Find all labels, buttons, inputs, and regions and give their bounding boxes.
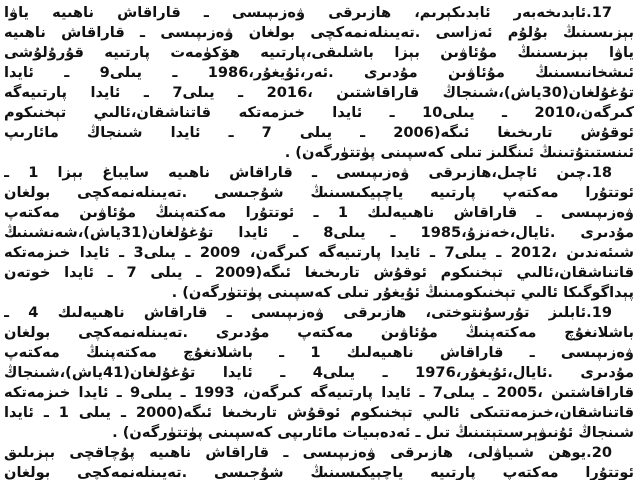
text-line: ئوتتۇرا مەكتەپ پارتىيە ياچېيكىسىنىڭ شۇجىسى .تەيىنلەنمەكچى بولغان (4, 184, 634, 201)
text-line: 17.ئابدىخەبەر ئابدىكېرىم، ھازىرقى ۋەزىپىسى ـ قاراقاش ناھىيە ياۋا (4, 4, 612, 21)
entry-18 (4, 163, 634, 303)
text-line: تۇغۇلغان(30ياش)،شىنجاڭ قاراقاشتىن ،2016 ـ يىلى7 ـ ئايدا پارتىيەگە (4, 84, 634, 101)
text-line: مۇدىرى .ئايال،خەنزۇ،1985 ـ يىلى8 ـ ئايدا تۇغۇلغان(31ياش)،شەنشىنىڭ (4, 224, 634, 241)
text-line: كىرگەن،2010 ـ يىلى10 ـ ئايدا خىزمەتكە قاتناشقان،ئالىي تېخنىكوم (4, 104, 634, 121)
text-line: قاتناشقان،ئالىي تېخنىكوم ئوقۇش تارىخىغا ئىگە(2009 ـ يىلى 7 ـ ئايدا خوتەن (4, 264, 634, 281)
text-line: ئوتتۇرا مەكتەپ پارتىيە ياچېيكىسىنىڭ شۇجىسى .تەيىنلەنمەكچى بولغان (4, 464, 634, 480)
entry-17 (4, 3, 634, 163)
text-line: بېزىسىنىڭ بۇلۇم ئەزاسى .تەيىنلەنمەكچى بولغان ۋەزىپىسى ـ قاراقاش ناھىيە (4, 24, 634, 41)
text-line: ئىنستىتۇتىنىڭ ئىنگلىز تىلى كەسپىنى پۈتتۈرگەن) . (284, 144, 634, 161)
text-line: شىنجاڭ ئۇنىۋېرسىتېتىنىڭ تىل ـ ئەدەبىيات مائارىپى كەسپىنى پۈتتۈرگەن) . (112, 424, 634, 441)
entry-19 (4, 303, 634, 443)
text-line: 20.يوھن شىياۋلى، ھازىرقى ۋەزىپىسى ـ قاراقاش ناھىيە پۇچاقچى بېزىلىق (4, 444, 612, 461)
text-line: 19.ئابلىز تۇرسۇنتوختى، ھازىرقى ۋەزىپىسى ـ قاراقاش ناھىيەلىك 4 ـ (4, 304, 612, 321)
text-line: 18.چىن ئاچىل،ھازىرقى ۋەزىپىسى ـ قاراقاش ناھىيە سايباغ بېزا 1 ـ (4, 164, 612, 181)
text-line: ئىشخانىسىنىڭ مۇئاۋىن مۇدىرى .ئەر،ئۇيغۇر،1986 ـ يىلى9 ـ ئايدا (4, 64, 634, 81)
text-line: ۋەزىپىسى ـ قاراقاش ناھىيەلىك 1 ـ ئوتتۇرا مەكتەپنىڭ مۇئاۋىن مەكتەپ (4, 204, 634, 221)
entry-20 (4, 443, 634, 480)
text-line: قاتناشقان،خىزمەتتىكى ئالىي تېخنىكوم ئوقۇش تارىخىغا ئىگە(2000 ـ يىلى 1 ـ ئايدا (4, 404, 634, 421)
text-line: ئوقۇش تارىخىغا ئىگە(2006 ـ يىلى 7 ـ ئايدا شىنجاڭ مائارىپ (4, 124, 634, 141)
text-line: شىئەندىن ،2012 ـ يىلى7 ـ ئايدا پارتىيەگە كىرگەن، 2009 ـ يىلى3 ـ ئايدا خىزمەتكە (4, 244, 634, 261)
text-line: قاراقاشتىن ،2005 ـ يىلى7 ـ ئايدا پارتىيەگە كىرگەن، 1993 ـ يىلى9 ـ ئايدا خىزمەتكە (4, 384, 634, 401)
text-line: مۇدىرى .ئايال،ئۇيغۇر،1976 ـ يىلى4 ـ ئايدا تۇغۇلغان(41ياش)،شىنجاڭ (4, 364, 634, 381)
text-line: پېداگوگىكا ئالىي تېخنىكومىنىڭ ئۇيغۇر تىلى كەسپىنى پۈتتۈرگەن) . (171, 284, 634, 301)
text-line: ۋەزىپىسى ـ قاراقاش ناھىيەلىك 1 ـ باشلانغۇچ مەكتەپنىڭ مەكتەپ (4, 344, 634, 361)
document-page (4, 0, 634, 480)
text-line: ياۋا بېزىسىنىڭ مۇئاۋىن بېزا باشلىقى،پارتىيە ھۆكۈمەت پارتىيە قۇرۇلۇشى (4, 44, 634, 61)
text-line: باشلانغۇچ مەكتەپنىڭ مۇئاۋىن مەكتەپ مۇدىرى .تەيىنلەنمەكچى بولغان (4, 324, 634, 341)
